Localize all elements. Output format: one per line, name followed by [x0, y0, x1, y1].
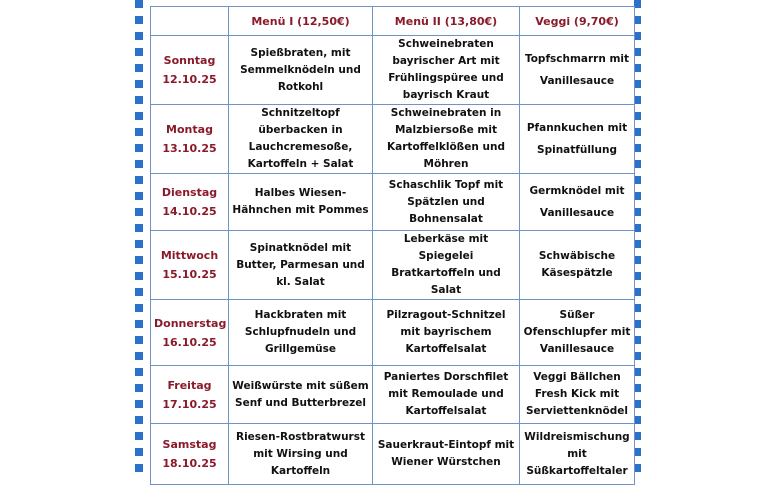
day-date: 13.10.25 — [162, 142, 217, 155]
veggi-dish: Veggi Bällchen Fresh Kick mit Serviettenknödel — [520, 366, 635, 424]
table-row — [151, 105, 635, 174]
day-cell — [151, 105, 229, 174]
menu1-dish: Schnitzeltopf überbacken in Lauchcremesoße, Kartoffeln + Salat — [229, 105, 373, 174]
menu1-dish: Halbes Wiesen-Hähnchen mit Pommes — [229, 174, 373, 231]
veggi-dish: Süßer Ofenschlupfer mit Vanillesauce — [520, 300, 635, 366]
day-date: 16.10.25 — [162, 335, 217, 349]
day-name: Sonntag — [163, 54, 216, 67]
veggi-dish: Germknödel mit Vanillesauce — [520, 174, 635, 231]
table-row — [151, 424, 635, 485]
header-menu1: Menü I (12,50€) — [229, 7, 373, 36]
day-cell — [151, 174, 229, 231]
day-name: Freitag — [167, 378, 212, 392]
veggi-dish: Topfschmarrn mit Vanillesauce — [520, 36, 635, 105]
menu1-dish: Hackbraten mit Schlupfnudeln und Grillgemüse — [229, 300, 373, 366]
menu2-dish: Pilzragout-Schnitzel mit bayrischem Kartoffelsalat — [373, 300, 520, 366]
day-date: 18.10.25 — [162, 457, 217, 470]
day-cell — [151, 36, 229, 105]
bavarian-pattern-left-border — [135, 0, 151, 479]
table-row — [151, 366, 635, 424]
day-cell — [151, 424, 229, 485]
table-row — [151, 36, 635, 105]
veggi-dish: Wildreismischung mit Süßkartoffeltaler — [520, 424, 635, 485]
day-name: Samstag — [162, 438, 217, 451]
menu1-dish: Spinatknödel mit Butter, Parmesan und kl. Salat — [229, 231, 373, 300]
menu2-dish: Schaschlik Topf mit Spätzlen und Bohnensalat — [373, 174, 520, 231]
menu-panel — [150, 0, 634, 479]
menu2-dish: Sauerkraut-Eintopf mit Wiener Würstchen — [373, 424, 520, 485]
day-cell — [151, 300, 229, 366]
day-cell — [151, 231, 229, 300]
menu2-dish: Schweinebraten in Malzbiersoße mit Kartoffelklößen und Möhren — [373, 105, 520, 174]
day-name: Donnerstag — [154, 316, 227, 330]
table-row — [151, 300, 635, 366]
veggi-dish: Schwäbische Käsespätzle — [520, 231, 635, 300]
veggi-dish: Pfannkuchen mit Spinatfüllung — [520, 105, 635, 174]
day-name: Dienstag — [161, 186, 218, 199]
day-name: Mittwoch — [160, 249, 219, 262]
day-name: Montag — [166, 123, 213, 136]
day-date: 17.10.25 — [162, 397, 217, 411]
menu1-dish: Riesen-Rostbratwurst mit Wirsing und Kartoffeln — [229, 424, 373, 485]
weekly-menu-table — [150, 6, 635, 485]
menu2-dish: Schweinebraten bayrischer Art mit Frühlingspüree und bayrisch Kraut — [373, 36, 520, 105]
day-date: 12.10.25 — [162, 73, 217, 86]
header-menu2: Menü II (13,80€) — [373, 7, 520, 36]
bavarian-pattern-right-border — [633, 0, 649, 479]
header-veggi: Veggi (9,70€) — [520, 7, 635, 36]
table-row — [151, 231, 635, 300]
day-date: 14.10.25 — [162, 205, 217, 218]
menu2-dish: Leberkäse mit Spiegelei Bratkartoffeln und Salat — [373, 231, 520, 300]
day-cell — [151, 366, 229, 424]
header-row — [151, 7, 635, 36]
day-date: 15.10.25 — [162, 268, 217, 281]
menu2-dish: Paniertes Dorschfilet mit Remoulade und Kartoffelsalat — [373, 366, 520, 424]
menu1-dish: Weißwürste mit süßem Senf und Butterbrezel — [229, 366, 373, 424]
menu1-dish: Spießbraten, mit Semmelknödeln und Rotkohl — [229, 36, 373, 105]
table-row — [151, 174, 635, 231]
header-day-cell — [151, 7, 229, 36]
